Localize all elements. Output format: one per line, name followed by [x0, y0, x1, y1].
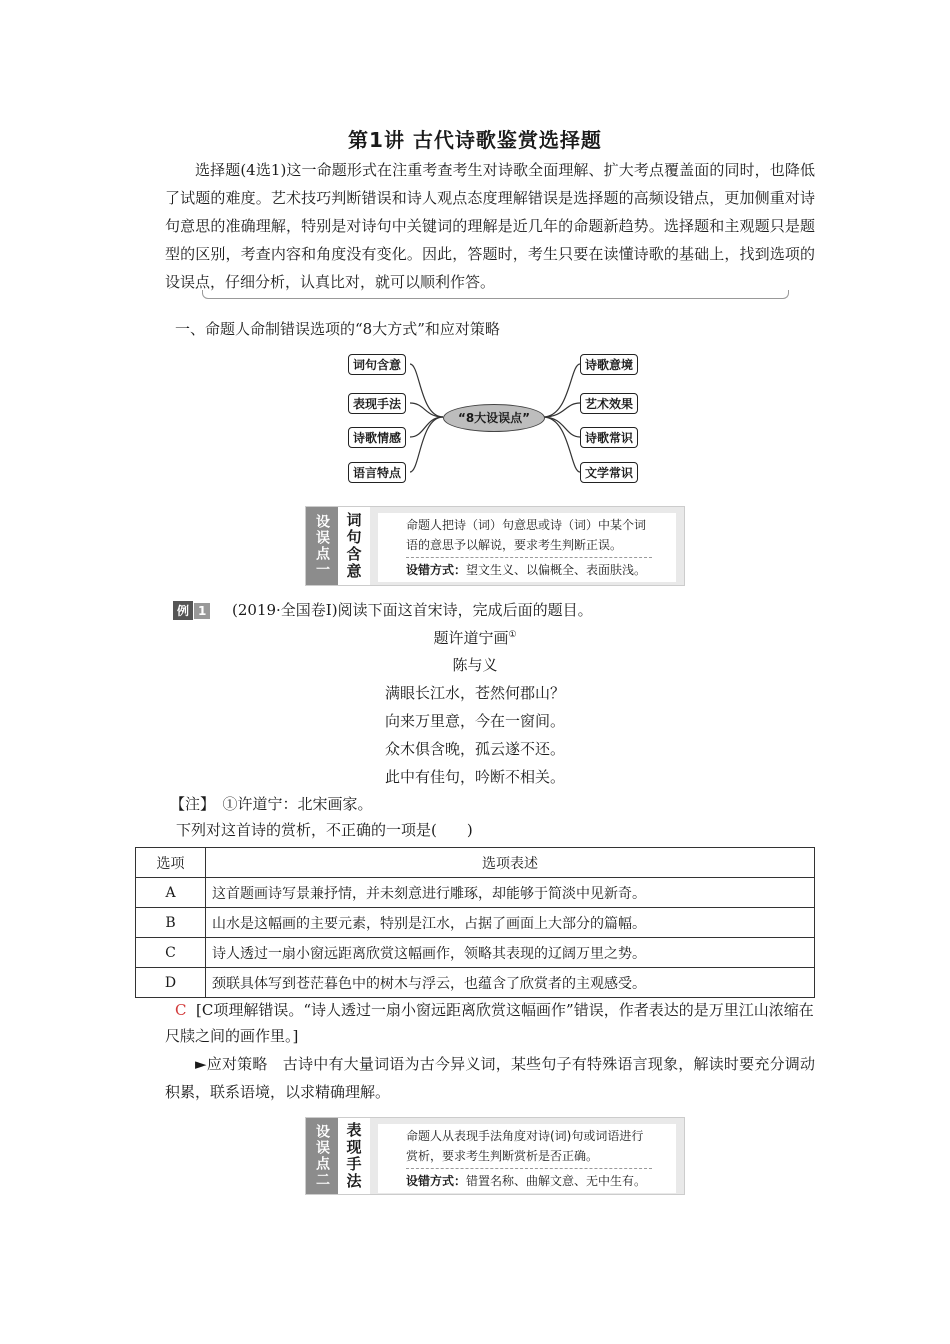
option-letter: A: [136, 878, 206, 908]
example-text: (2019·全国卷Ⅰ)阅读下面这首宋诗，完成后面的题目。: [232, 601, 593, 619]
answer-key: C: [175, 1001, 187, 1019]
poem-author: 陈与义: [452, 656, 498, 674]
option-text: 诗人透过一扇小窗远距离欣赏这幅画作，领略其表现的辽阔万里之势。: [206, 938, 815, 968]
card-desc: 命题人把诗（词）句意思或诗（词）中某个词语的意思予以解说，要求考生判断正误。: [406, 518, 647, 552]
page-title: 第1讲 古代诗歌鉴赏选择题: [348, 128, 602, 152]
mindmap-node: 诗歌情感: [348, 427, 406, 448]
dashed-divider: [406, 1168, 652, 1169]
card-name: 词句含意: [338, 507, 370, 585]
poem-line: 众木俱含晚，孤云遂不还。: [384, 740, 565, 758]
card-tag: 设误点一: [306, 507, 338, 585]
error-point-card: [305, 506, 685, 586]
intro-text: 选择题(4选1)这一命题形式在注重考查考生对诗歌全面理解、扩大考点覆盖面的同时，也降低了试题的难度。艺术技巧判断错误和诗人观点态度理解错误是选择题的高频设错点，更加侧重对诗句意思的准确理解，特别是对诗句中关键词的理解是近几年的命题新趋势。选择题和主观题只是题型的区别，考查内容和角度没有变化。因此，答题时，考生只要在读懂诗歌的基础上，找到选项的设误点，仔细分析，认真比对，就可以顺利作答。: [165, 161, 815, 291]
mindmap-node: 文学常识: [580, 462, 638, 483]
table-header: 选项: [136, 848, 206, 878]
mindmap-center: “8大设误点”: [443, 404, 545, 432]
poem-line: 满眼长江水，苍然何郡山？: [384, 684, 565, 702]
intro-bracket-divider: [202, 290, 789, 299]
example-badge: 例 1: [173, 601, 210, 620]
mindmap-node: 艺术效果: [580, 393, 638, 414]
strategy-paragraph: ►应对策略 古诗中有大量词语为古今异义词，某些句子有特殊语言现象，解读时要充分调动积累，联系语境，以求精确理解。: [165, 1055, 815, 1101]
table-row: [136, 908, 815, 938]
option-letter: C: [136, 938, 206, 968]
options-table: [135, 847, 815, 998]
mindmap-node: 诗歌意境: [580, 354, 638, 375]
table-header-row: [136, 848, 815, 878]
poem-line: 向来万里意，今在一窗间。: [384, 712, 565, 730]
card-mode: 设错方式：望文生义、以偏概全、表面肤浅。: [406, 563, 647, 577]
card-name: 表现手法: [338, 1118, 370, 1194]
mindmap: [340, 346, 650, 486]
table-row: [136, 878, 815, 908]
question-text: 下列对这首诗的赏析，不正确的一项是( ): [176, 821, 473, 839]
card-body: [378, 513, 676, 582]
option-letter: B: [136, 908, 206, 938]
mindmap-node: 语言特点: [348, 462, 406, 483]
card-tag: 设误点二: [306, 1118, 338, 1194]
option-letter: D: [136, 968, 206, 998]
option-text: 这首题画诗写景兼抒情，并未刻意进行雕琢，却能够于简淡中见新奇。: [206, 878, 815, 908]
poem-line: 此中有佳句，吟断不相关。: [384, 768, 565, 786]
table-row: [136, 938, 815, 968]
card-desc: 命题人从表现手法角度对诗(词)句或词语进行赏析，要求考生判断赏析是否正确。: [406, 1129, 644, 1163]
option-text: 颈联具体写到苍茫暮色中的树木与浮云，也蕴含了欣赏者的主观感受。: [206, 968, 815, 998]
option-text: 山水是这幅画的主要元素，特别是江水，占据了画面上大部分的篇幅。: [206, 908, 815, 938]
annotation-note: 【注】 ①许道宁：北宋画家。: [170, 795, 373, 813]
intro-paragraph: [165, 156, 815, 296]
card-mode: 设错方式：错置名称、曲解文意、无中生有。: [406, 1174, 647, 1188]
mindmap-node: 诗歌常识: [580, 427, 638, 448]
answer-text: [C项理解错误。“诗人透过一扇小窗远距离欣赏这幅画作”错误，作者表达的是万里江山浓缩在尺牍之间的画作里。]: [165, 1001, 814, 1045]
section-heading: 一、命题人命制错误选项的“8大方式”和应对策略: [175, 320, 500, 338]
table-row: [136, 968, 815, 998]
mindmap-node: 词句含意: [348, 354, 406, 375]
error-point-card: [305, 1117, 685, 1195]
poem-title: 题许道宁画①: [433, 629, 517, 647]
card-body: [378, 1124, 676, 1193]
mindmap-node: 表现手法: [348, 393, 406, 414]
table-header: 选项表述: [206, 848, 815, 878]
dashed-divider: [406, 557, 652, 558]
answer-explanation: [165, 997, 815, 1049]
